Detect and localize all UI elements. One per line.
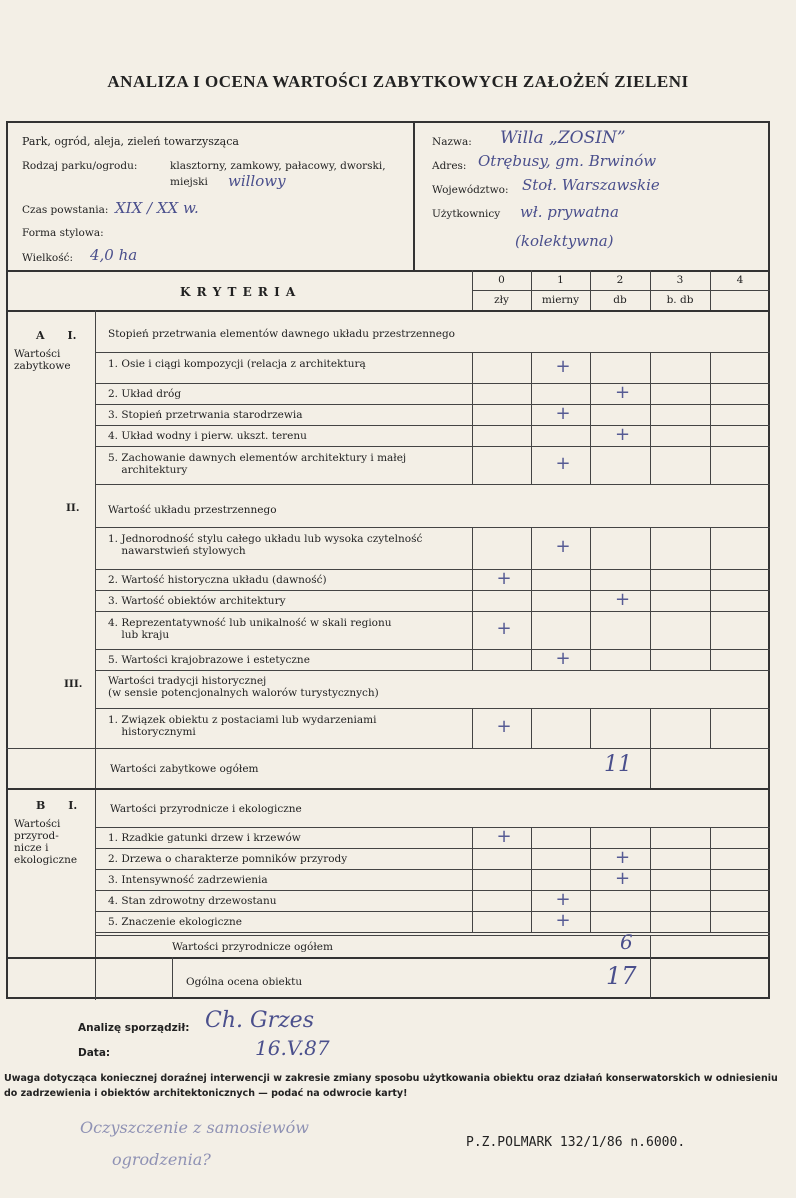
criteria-row-label: 3. Wartość obiektów architektury bbox=[108, 594, 286, 607]
score-mark: + bbox=[615, 381, 631, 403]
score-mark: + bbox=[555, 909, 571, 931]
section-a-letter: A I. bbox=[36, 329, 77, 342]
intervention-note: Uwaga dotycząca koniecznej doraźnej interwencji w zakresie zmiany sposobu użytkowania obiektu oraz działań konserwatorskich w odniesieniu do zadrzewienia i obiektów architektonicznych — podać na odwrocie karty! bbox=[4, 1073, 778, 1099]
nazwa-value: Willa „ZOSIN” bbox=[500, 128, 626, 148]
adres-label: Adres: bbox=[432, 160, 467, 172]
document-title: ANALIZA I OCENA WARTOŚCI ZABYTKOWYCH ZAŁOŻEŃ ZIELENI bbox=[107, 72, 689, 91]
criteria-row-label: 4. Stan zdrowotny drzewostanu bbox=[108, 894, 277, 907]
score-mark: + bbox=[555, 536, 571, 557]
uzytkownicy-label: Użytkownicy bbox=[432, 208, 501, 220]
date-value: 16.V.87 bbox=[255, 1036, 330, 1060]
nazwa-label: Nazwa: bbox=[432, 136, 472, 148]
section-b-total-label: Wartości przyrodnicze ogółem bbox=[172, 941, 333, 953]
overall-value: 17 bbox=[606, 962, 637, 990]
date-label: Data: bbox=[78, 1047, 111, 1059]
section-a-group1: Stopień przetrwania elementów dawnego układu przestrzennego bbox=[108, 328, 455, 340]
score-mark: + bbox=[615, 867, 631, 889]
score-mark: + bbox=[615, 423, 631, 445]
section-a-group2-num: II. bbox=[66, 502, 80, 514]
score-mark: + bbox=[555, 402, 571, 424]
score-label-0: zły bbox=[494, 294, 509, 306]
rodzaj-options-2: miejski bbox=[170, 176, 208, 188]
score-mark: + bbox=[615, 588, 631, 610]
criteria-row-label: 2. Układ dróg bbox=[108, 387, 182, 400]
wojewodztwo-label: Województwo: bbox=[432, 184, 509, 196]
section-b-name: Wartości przyrod- nicze i ekologiczne bbox=[14, 818, 78, 866]
score-mark: + bbox=[555, 647, 571, 669]
rodzaj-label: Rodzaj parku/ogrodu: bbox=[22, 160, 138, 172]
score-mark: + bbox=[555, 888, 571, 910]
czas-value: XIX / XX w. bbox=[115, 199, 199, 217]
score-2: 2 bbox=[616, 274, 624, 286]
section-b-group: Wartości przyrodnicze i ekologiczne bbox=[110, 803, 302, 815]
uzytkownicy-value-2: (kolektywna) bbox=[515, 232, 614, 250]
section-a-group3: Wartości tradycji historycznej (w sensie potencjonalnych walorów turystycznych) bbox=[108, 675, 379, 699]
uzytkownicy-value: wł. prywatna bbox=[520, 203, 619, 221]
score-1: 1 bbox=[557, 274, 564, 286]
park-type-label: Park, ogród, aleja, zieleń towarzysząca bbox=[22, 135, 239, 148]
score-mark: + bbox=[496, 825, 512, 847]
czas-label: Czas powstania: bbox=[22, 204, 109, 216]
section-a-total-label: Wartości zabytkowe ogółem bbox=[110, 763, 259, 775]
criteria-row-label: 4. Układ wodny i pierw. ukszt. terenu bbox=[108, 429, 307, 442]
score-mark: + bbox=[496, 716, 512, 737]
overall-label: Ogólna ocena obiektu bbox=[186, 976, 303, 988]
criteria-row-label: 1. Rzadkie gatunki drzew i krzewów bbox=[108, 831, 301, 844]
score-mark: + bbox=[555, 355, 571, 377]
analyst-value: Ch. Grzes bbox=[205, 1008, 314, 1033]
section-a-name: Wartości zabytkowe bbox=[14, 348, 71, 372]
score-mark: + bbox=[555, 453, 571, 474]
wielkosc-value: 4,0 ha bbox=[90, 246, 138, 264]
wojewodztwo-value: Stoł. Warszawskie bbox=[522, 176, 660, 194]
handwritten-note: Oczyszczenie z samosiewów bbox=[80, 1118, 309, 1137]
score-4: 4 bbox=[736, 274, 744, 286]
printer-mark: P.Z.POLMARK 132/1/86 n.6000. bbox=[466, 1135, 686, 1150]
criteria-row-label: 3. Intensywność zadrzewienia bbox=[108, 873, 268, 886]
score-label-3: b. db bbox=[666, 294, 694, 306]
score-mark: + bbox=[615, 846, 631, 868]
rodzaj-value: willowy bbox=[228, 172, 286, 190]
analyst-label: Analizę sporządził: bbox=[78, 1022, 190, 1034]
score-label-1: mierny bbox=[541, 294, 580, 306]
criteria-row-label: 4. Reprezentatywność lub unikalność w skali regionu lub kraju bbox=[108, 617, 392, 641]
criteria-label: K R Y T E R I A bbox=[180, 285, 297, 299]
criteria-row-label: 5. Zachowanie dawnych elementów architektury i małej architektury bbox=[108, 452, 407, 476]
forma-label: Forma stylowa: bbox=[22, 227, 104, 239]
section-a-group3-num: III. bbox=[64, 678, 83, 690]
criteria-row-label: 5. Znaczenie ekologiczne bbox=[108, 915, 243, 928]
section-b-letter: B I. bbox=[36, 799, 78, 812]
score-mark: + bbox=[496, 618, 512, 639]
adres-value: Otrębusy, gm. Brwinów bbox=[478, 152, 657, 170]
score-mark: + bbox=[496, 567, 512, 589]
handwritten-note-2: ogrodzenia? bbox=[112, 1150, 211, 1169]
score-0: 0 bbox=[498, 274, 505, 286]
criteria-row-label: 1. Osie i ciągi kompozycji (relacja z architekturą bbox=[108, 358, 366, 370]
section-a-group2: Wartość układu przestrzennego bbox=[108, 504, 277, 516]
criteria-row-label: 2. Wartość historyczna układu (dawność) bbox=[108, 573, 327, 586]
rodzaj-options: klasztorny, zamkowy, pałacowy, dworski, bbox=[170, 160, 386, 172]
criteria-row-label: 2. Drzewa o charakterze pomników przyrody bbox=[108, 852, 348, 865]
score-3: 3 bbox=[676, 274, 684, 286]
section-b-total-value: 6 bbox=[620, 930, 633, 954]
section-a-total-value: 11 bbox=[604, 752, 632, 777]
criteria-row-label: 5. Wartości krajobrazowe i estetyczne bbox=[108, 653, 310, 666]
score-label-2: db bbox=[613, 294, 627, 306]
criteria-row-label: 3. Stopień przetrwania starodrzewia bbox=[108, 408, 303, 421]
wielkosc-label: Wielkość: bbox=[22, 252, 74, 264]
criteria-row-label: 1. Związek obiektu z postaciami lub wydarzeniami historycznymi bbox=[108, 714, 377, 738]
criteria-row-label: 1. Jednorodność stylu całego układu lub wysoka czytelność nawarstwień stylowych bbox=[108, 533, 423, 557]
